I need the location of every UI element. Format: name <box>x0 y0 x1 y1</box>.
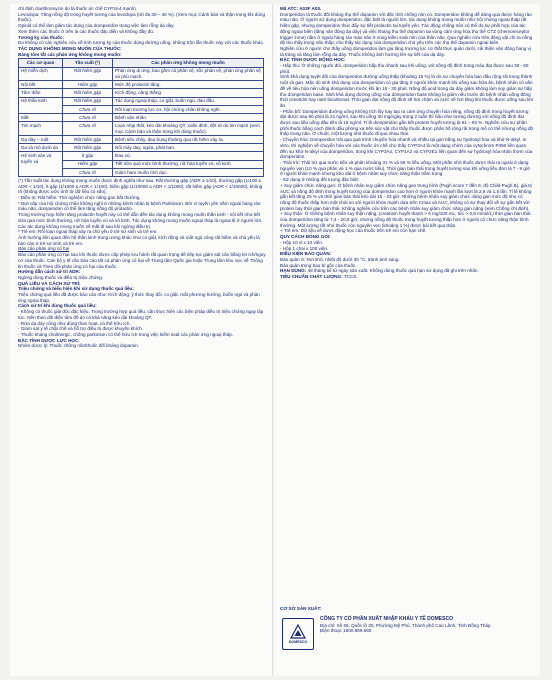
reaction-cell: Bệnh tiêu chảy, đau bụng thoáng qua rất hiếm xảy ra. <box>113 136 264 144</box>
logo-mark-icon <box>289 624 307 640</box>
pk-absorption: - Hấp thu: Ở những người đói, domperidon hấp thu nhanh sau khi uống, với nồng độ đỉnh trong máu đạt được sau 30 - 60 phút. <box>280 63 529 74</box>
reaction-cell: Tiết sữa quá mức bình thường, nữ hóa tuyến vú, vô kinh. <box>113 160 264 168</box>
report-text: Báo cáo phản ứng có hại sau khi thuốc được cấp phép lưu hành rất quan trọng để tiếp tục giám sát cân bằng lợi ích/nguy cơ của thuốc. Cán bộ y tế cần báo cáo tất cả phản ứng có hại về Trung tâm Quốc gia hoặc Trung tâm khu vực về Thông tin thuốc và Theo dõi phản ứng có hại của thuốc. <box>18 252 266 269</box>
cns-note: Ảnh hưởng liên quan đến hệ thần kinh trung ương khác như co giật, kích động và mất ngủ cũng rất hiếm và chủ yếu là báo cáo ở trẻ sơ sinh và trẻ em. <box>18 234 260 246</box>
organ-cell: Hệ miễn dịch <box>19 67 63 81</box>
frequency-cell: Rất hiếm gặp <box>63 97 113 105</box>
organ-cell: Hệ sinh sản và tuyến vú <box>19 152 63 177</box>
expiry-heading: HẠN DÙNG: <box>280 268 307 274</box>
treatment-line: - Thuốc kháng cholinergic, chống parkinson có thể hữu ích trong việc kiểm soát các phản ứng ngoại tháp. <box>18 331 233 337</box>
company-info <box>320 616 532 634</box>
header-reaction: Các phản ứng không mong muốn <box>113 59 264 67</box>
reaction-cell: Loạn nhịp thất, kéo dài khoảng QT, xoắn đỉnh, đột tử do tim mạch (xem mục Cảnh báo và thận trọng khi dùng thuốc). <box>113 122 264 136</box>
table-row <box>19 114 264 122</box>
frequency-cell: Chưa rõ <box>63 168 113 176</box>
compat-heading: Tương kỵ của thuốc: <box>18 34 64 40</box>
organ-cell: Nội tiết <box>19 81 63 89</box>
interaction-note: Xem thêm các thuốc ở trên là các thuốc đặc điển và không đầy đủ. <box>18 28 155 34</box>
reaction-cell: Rối loạn trương lực cơ, hội chứng chân không nghỉ. <box>113 105 264 113</box>
pk-elimination: - Thải trừ: Thải trừ qua nước tiểu và phân khoảng 31 % và 66 % liều uống. Một phần nhỏ thuốc được thải ra ngoài ở dạng nguyên vẹn (10 % qua phân và 1 % qua nước tiểu). Thời gian bán thải trong huyết tương sau khi uống liều đơn là 7 - 9 giờ ở người khỏe mạnh nhưng kéo dài ở bệnh nhân suy chức năng thận trầm trọng. <box>280 159 530 177</box>
table-row <box>19 89 264 97</box>
frequency-definition: (*) Tần suất tác dụng không mong muốn được định nghĩa như sau: Rất thường gặp (ADR ≥ 1/10), thường gặp (1/100 ≤ ADR < 1/10), ít gặp (1/1000 ≤ ADR < 1/100), hiếm gặp (1/10000 ≤ ADR < 1/1000), rất hiếm gặp (ADR < 1/10000), không rõ (không được ước tính từ dữ liệu có sẵn). <box>18 177 263 195</box>
company-name: CÔNG TY CỔ PHẦN XUẤT NHẬP KHẨU Y TẾ DOMESCO <box>320 616 453 622</box>
reaction-cell: Giảm ham muốn tình dục. <box>113 168 264 176</box>
pd-text-2: Nghiên cứu ở người cho thấy uống domperidon làm gia tăng trương lực cơ thắt thực quản dưới, cải thiện vận động hang vị tá tràng và tăng làm rỗng dạ dày. Thuốc không ảnh hưởng lên sự tiết của dạ dày. <box>280 45 531 57</box>
domesco-logo <box>282 618 314 650</box>
storage-heading: ĐIỀU KIỆN BẢO QUẢN: <box>280 251 332 257</box>
table-row <box>19 152 264 160</box>
reaction-cell: Mức độ prolactin tăng. <box>113 81 264 89</box>
frequency-cell: Ít gặp <box>63 152 113 160</box>
organ-cell: Mắt <box>19 114 63 122</box>
overdose-text: Triệu chứng quá liều đã được báo cáo như: Kích động, ý thức thay đổi, co giật, mất phương hướng, buồn ngủ và phản ứng ngoại tháp. <box>18 292 260 303</box>
frequency-cell: Rất hiếm gặp <box>63 144 113 152</box>
pharmacokinetics-heading: ĐẶC TÍNH DƯỢC ĐỘNG HỌC: <box>280 57 346 63</box>
treatment-subheading: Cách xử trí khi dùng thuốc quá liều: <box>18 303 97 309</box>
reaction-cell: Đau vú. <box>113 152 264 160</box>
standard-text: TCCS. <box>343 274 358 280</box>
reaction-cell: Tác dụng ngoại tháp, co giật, buồn ngủ, đau đầu. <box>113 97 264 105</box>
pk-metabolism: - Chuyển hóa: Domperidon trải qua quá trình chuyển hóa nhanh và nhiều tại gan bằng sự hydroxyl hóa và khử N-alkyl. In vitro, thí nghiệm về chuyển hóa với các thuốc ức chế cho thấy CYP3A4 là một dạng chính của cytochrom P450 liên quan đến sự khử N-alkyl của domperidon, trong khi CYP3A4, CYP1A2 và CYP2E1 liên quan đến sự hydroxyl hóa nhân thơm của domperidon. <box>280 137 533 160</box>
standard-heading: TIÊU CHUẨN CHẤT LƯỢNG: <box>280 274 343 280</box>
company-address: Địa chỉ: Số 66, Quốc lộ 30, Phường Mỹ Phú, Thành phố Cao Lãnh, Tỉnh Đồng Tháp <box>320 622 491 628</box>
frequency-cell: Chưa rõ <box>63 114 113 122</box>
report-heading: Báo cáo phản ứng có hại <box>18 246 70 252</box>
treatment-line: - Không có thuốc giải độc đặc hiệu. Trong trường hợp quá liều, cần thực hiện các biện pháp điều trị triệu chứng ngay lập tức. Nên theo dõi điện tâm đồ do có khả năng kéo dài khoảng QT. <box>18 309 264 320</box>
frequency-cell: Rất hiếm gặp <box>63 89 113 97</box>
reaction-cell: Kích động, căng thẳng. <box>113 89 264 97</box>
adverse-effects-table <box>18 58 264 177</box>
organ-cell: Tâm thần <box>19 89 63 97</box>
treatment-line: - Rửa dạ dày cũng như dùng than hoạt, có thể hữu ích. <box>18 320 131 326</box>
pharmacodynamics-group: Nhóm dược lý: Thuốc chống nôn/thuốc đối kháng dopamin. <box>18 343 139 349</box>
table-row <box>19 67 264 81</box>
frequency-cell: Chưa rõ <box>63 105 113 113</box>
organ-cell: Da và mô dưới da <box>19 144 63 152</box>
packaging-line: - Hộp 10 vỉ x 10 viên. <box>280 239 324 245</box>
table-row <box>19 97 264 105</box>
organ-cell: Hệ thần kinh <box>19 97 63 113</box>
overdose-heading: QUÁ LIỀU VÀ CÁCH XỬ TRÍ: <box>18 280 81 286</box>
table-row <box>19 81 264 89</box>
header-organ: Các cơ quan <box>19 59 63 67</box>
storage-line: Bảo quản ở: Nơi khô, nhiệt độ dưới 30 °C, tránh ánh sáng. <box>280 256 400 262</box>
storage-line: Bảo quản trong bao bì gốc của thuốc. <box>280 262 357 268</box>
atc-code: Mã ATC: A03F A03. <box>280 6 322 11</box>
special-child: + Trẻ em: Dữ liệu về dược động học của thuốc trên trẻ em còn hạn chế. <box>280 228 427 234</box>
ade-heading: TÁC DỤNG KHÔNG MONG MUỐN CỦA THUỐC: <box>18 45 122 51</box>
interaction-text: chỉ định clarithromycin do là thuốc ức chế CYP3A4 mạnh). <box>18 6 137 11</box>
treatment-line: - Giám sát y tế chặt chẽ và hỗ trợ điều trị được khuyến khích. <box>18 326 144 332</box>
leaflet-sheet <box>10 4 540 676</box>
organ-cell: Dạ dày – ruột <box>19 136 63 144</box>
table-row <box>19 136 264 144</box>
compat-text: Do không có các nghiên cứu về tính tương kỵ của thuốc dùng đường uống, không trộn lẫn thuốc này với các thuốc khác. <box>18 40 265 46</box>
frequency-cell: Hiếm gặp <box>63 160 113 168</box>
expiry-text: 48 tháng kể từ ngày sản xuất. Không dùng thuốc quá hạn sử dụng đã ghi trên nhãn. <box>307 268 479 274</box>
parkinson-note: * Đợt cấp của hội chứng chân không nghỉ ở những bệnh nhân bị bệnh Parkinson. Bởi vì tuyến yên nằm ngoài hàng rào máu não, domperidon có thể làm tăng nồng độ prolactin. <box>18 200 261 212</box>
frequency-cell: Chưa rõ <box>63 122 113 136</box>
adr-guide-heading: Hướng dẫn cách xử trí ADR: <box>18 269 81 275</box>
pk-distribution: - Phân bố: Domperidon đường uống không tích lũy hay tạo ra cảm ứng chuyển hóa riêng, nồng độ đỉnh trong huyết tương đạt được sau 90 phút là 21 ng/ml, sau khi uống 30 mg/ngày trong 2 tuần thì hầu như tương đương với nồng độ đỉnh đạt được sau liều uống đầu tiên là 18 ng/ml. Tỉ lệ domperidon gắn kết protein huyết tương là 91 – 93 %. Nghiên cứu sự phân phối thuốc bằng cách đánh dấu phóng xạ trên súc vật cho thấy thuốc được phân bố rộng rãi trong mô có thể nhưng nồng độ thấp trong não. Ở chuột, một lượng nhỏ thuốc đi qua nhau thai. <box>280 108 534 137</box>
left-column <box>18 6 266 349</box>
manufacturer-block <box>280 606 534 644</box>
frequency-cell: Rất hiếm gặp <box>63 67 113 81</box>
prolactin-note: Trong trường hợp hiếm tăng prolactin huyết này có thể dẫn đến tác dụng không mong muốn thần kinh - nội tiết như tiết sữa quá mức bình thường, nữ hóa tuyến vú và vô kinh. Tác dụng không mong muốn ngoại tháp là ngoại lệ ở người lớn. Các tác dụng không mong muốn sẽ mất đi sau khi ngừng điều trị. <box>18 212 263 229</box>
reaction-cell: Bệnh vận nhãn. <box>113 114 264 122</box>
right-column <box>280 6 534 674</box>
interaction-levodopa: Levodopa: Tăng nồng độ trong huyết tương của levodopa (tới đa 30 – 40 %). (Xem mục Cảnh báo và thận trọng khi dùng thuốc). <box>18 11 266 23</box>
header-frequency: Tần suất (*) <box>63 59 113 67</box>
children-note: * Trẻ em: Rối loạn ngoại tháp xảy ra chủ yếu ở trẻ sơ sinh và trẻ em. <box>18 229 158 235</box>
pd-text: Domperidon là thuốc đối kháng thụ thể dopamin với đặc tính chống nôn có. Domperidon không dễ dàng qua được hàng rào máu não. Ở người sử dụng domperidon, đặc biệt là người lớn, tác dụng không mong muốn như hội chứng ngoại tháp rất hiếm gặp, nhưng domperidon thúc đẩy sự tiết prolactin tại tuyến yên. Tác động chống nôn có thể do sự phối hợp của tác động ngoại biên (tăng vận động dạ dày) và việc kháng thụ thể dopamin tại vùng cảm ứng hóa thụ thể CTZ (chemoreceptor trigger zone) nằm ở ngoài hàng rào máu não ở vùng kiềm soát nôn của thân não. Qua nghiên cứu trên động vật chỉ ra nồng độ tìm thấy trong não thấp, cho thấy tác dụng của domperidon chủ yếu trên các thụ thể dopamin ngoại biên. <box>280 11 533 46</box>
company-phone: Điện thoại: 1800.969.660 <box>320 628 372 634</box>
lab-note: - Điều trị: Rất hiếm: Thử nghiệm chức năng gan bất thường. <box>18 195 141 201</box>
overdose-subheading: Triệu chứng và biểu hiện khi sử dụng thuốc quá liều: <box>18 286 134 292</box>
packaging-line: - Hộp 1 chai x 100 viên. <box>280 245 329 251</box>
reaction-cell: Nổi mày đay, ngứa, phát ban. <box>113 144 264 152</box>
interaction-opioid: Opioid có thể làm giảm tác dụng của domperidon trong việc làm rỗng dạ dày. <box>18 23 175 29</box>
packaging-heading: QUY CÁCH ĐÓNG GÓI: <box>280 234 331 240</box>
logo-text: DOMESCO <box>288 640 308 644</box>
frequency-cell: Rất hiếm gặp <box>63 136 113 144</box>
adr-guide-text: Ngừng dùng thuốc và điều trị triệu chứng. <box>18 274 104 280</box>
table-row <box>19 122 264 136</box>
pk-absorption-2: Sinh khả dụng tuyệt đối của domperidon đường uống thấp (khoảng 15 %) là do sự chuyển hóa ban đầu rộng rãi trong thành ruột và gan. Mặc dù sinh khả dụng của domperidon có gia tăng ở người khỏe mạnh khi uống sau bữa ăn, bệnh nhân có vấn đề về tiêu hóa nên uống domperidon trước khi ăn 15 - 30 phút. Nồng độ acid trong dạ dày giảm không làm suy giảm sự hấp thu domperidon base. Sinh khả dụng đường uống của domperidon base không bị giảm nếu trước đó bệnh nhân uống đồng thời cimetidin hay natri bicarbonat. Thời gian đạt nồng độ đỉnh sẽ hơi chậm và AUC sẽ hơi tăng khi thuốc được uống sau khi ăn. <box>280 74 533 108</box>
table-header-row <box>19 59 264 67</box>
special-kidney: + Suy thận: Ở những bệnh nhân suy thận nặng, (creatinin huyết thanh > 6 mg/100 mL, tức > 0,6 mmol/L) thời gian bán thải của domperidon tăng từ 7,4 - 20,8 giờ, nhưng nồng độ thuốc trong huyết tương thấp hơn ở người có chức năng thận bình thường. Một lượng rất nhỏ thuốc còn nguyên vẹn (khoảng 1 %) được bài tiết qua thận. <box>280 211 531 228</box>
frequency-cell: Hiếm gặp <box>63 81 113 89</box>
reaction-cell: Phản ứng dị ứng, bao gồm cả phản vệ, sốc phản vệ, phản ứng phản vệ và phù mạch. <box>113 67 264 81</box>
pharmacodynamics-heading: ĐẶC TÍNH DƯỢC LỰC HỌC: <box>18 337 80 343</box>
table-heading: Bảng tóm tắt các phản ứng không mong muốn: <box>18 51 122 57</box>
fold-crease <box>272 4 274 676</box>
special-groups-heading: - Sử dụng ở những đối tượng đặc biệt: <box>280 177 360 183</box>
manufacturer-heading: CƠ SỞ SẢN XUẤT: <box>280 606 322 611</box>
table-row <box>19 144 264 152</box>
special-liver: + Suy giảm chức năng gan: Ở bệnh nhân suy giảm chức năng gan trung bình (Pugh score 7 đến 9, độ Child-Pugh B), giá trị AUC và nồng độ đỉnh trong huyết tương của domperidon cao hơn ở người khỏe mạnh lần lượt là 2,9 và 1,5 lần. Tỉ lệ không gắn kết tăng 25 % và thời gian bán thải kéo dài 15 - 23 giờ. Những bệnh nhân suy giảm chức năng gan mức độ nhẹ có nồng độ thuốc thấp hơn một chút so với người khỏe mạnh dựa trên Cmax và AUC, không có sự thay đổi về sự gắn kết với protein hay thời gian bán thải. Không nghiên cứu trên các bệnh nhân suy giảm chức năng gan nặng (xem Chống chỉ định). <box>280 182 533 211</box>
organ-cell: Tim mạch <box>19 122 63 136</box>
